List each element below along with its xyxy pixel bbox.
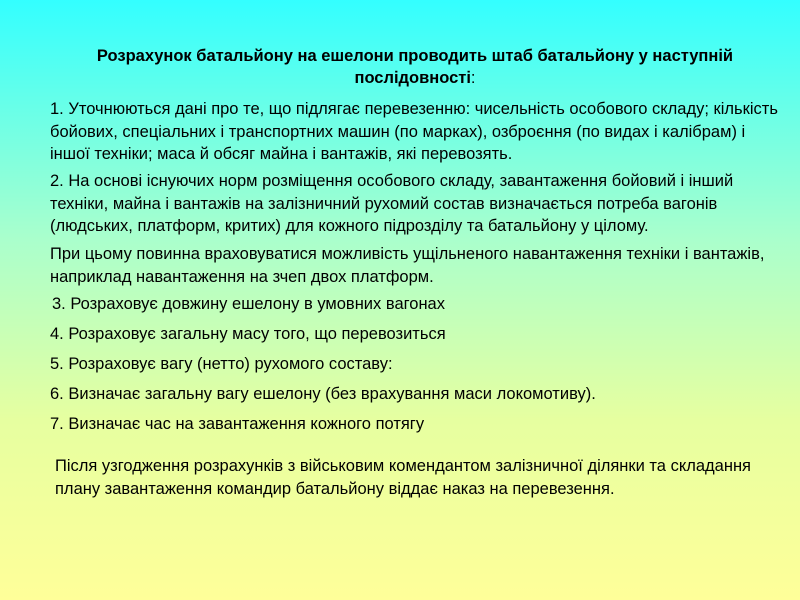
- closing-paragraph: Після узгодження розрахунків з військовим комендантом залізничної ділянки та складання плану завантаження командир батальйону віддає наказ на перевезення.: [55, 457, 751, 498]
- step-3-train-length: 3. Розраховує довжину ешелону в умовних вагонах: [52, 295, 445, 313]
- step-1-verify-data: 1. Уточнюються дані про те, що підлягає перевезенню: чисельність особового складу; кількість бойових, спеціальних і транспортних машин (по марках), озброєння (по видах і калібрам) і іншої техніки; маса й обсяг майна і вантажів, які перевозять.: [50, 100, 778, 163]
- step-2-wagon-requirements: 2. На основі існуючих норм розміщення особового складу, завантаження бойовий і інший техніки, майна і вантажів на залізничний рухомий состав визначається потреба вагонів (людських, платформ, критих) для кожного підрозділу та батальйону у цілому.: [50, 172, 734, 235]
- step-6-train-total-weight: 6. Визначає загальну вагу ешелону (без врахування маси локомотиву).: [50, 385, 596, 403]
- dense-loading-note: При цьому повинна враховуватися можливість ущільненого навантаження техніки і вантажів, наприклад навантаження на зчеп двох платформ.: [50, 245, 765, 286]
- title-text: Розрахунок батальйону на ешелони проводить штаб батальйону у наступній послідовності: [96, 47, 734, 87]
- title-colon: :: [470, 69, 476, 87]
- step-4-total-mass: 4. Розраховує загальну масу того, що перевозиться: [50, 325, 446, 343]
- page-title: [50, 45, 780, 89]
- step-7-loading-time: 7. Визначає час на завантаження кожного потягу: [50, 415, 425, 433]
- step-5-rolling-stock-weight: 5. Розраховує вагу (нетто) рухомого составу:: [50, 355, 393, 373]
